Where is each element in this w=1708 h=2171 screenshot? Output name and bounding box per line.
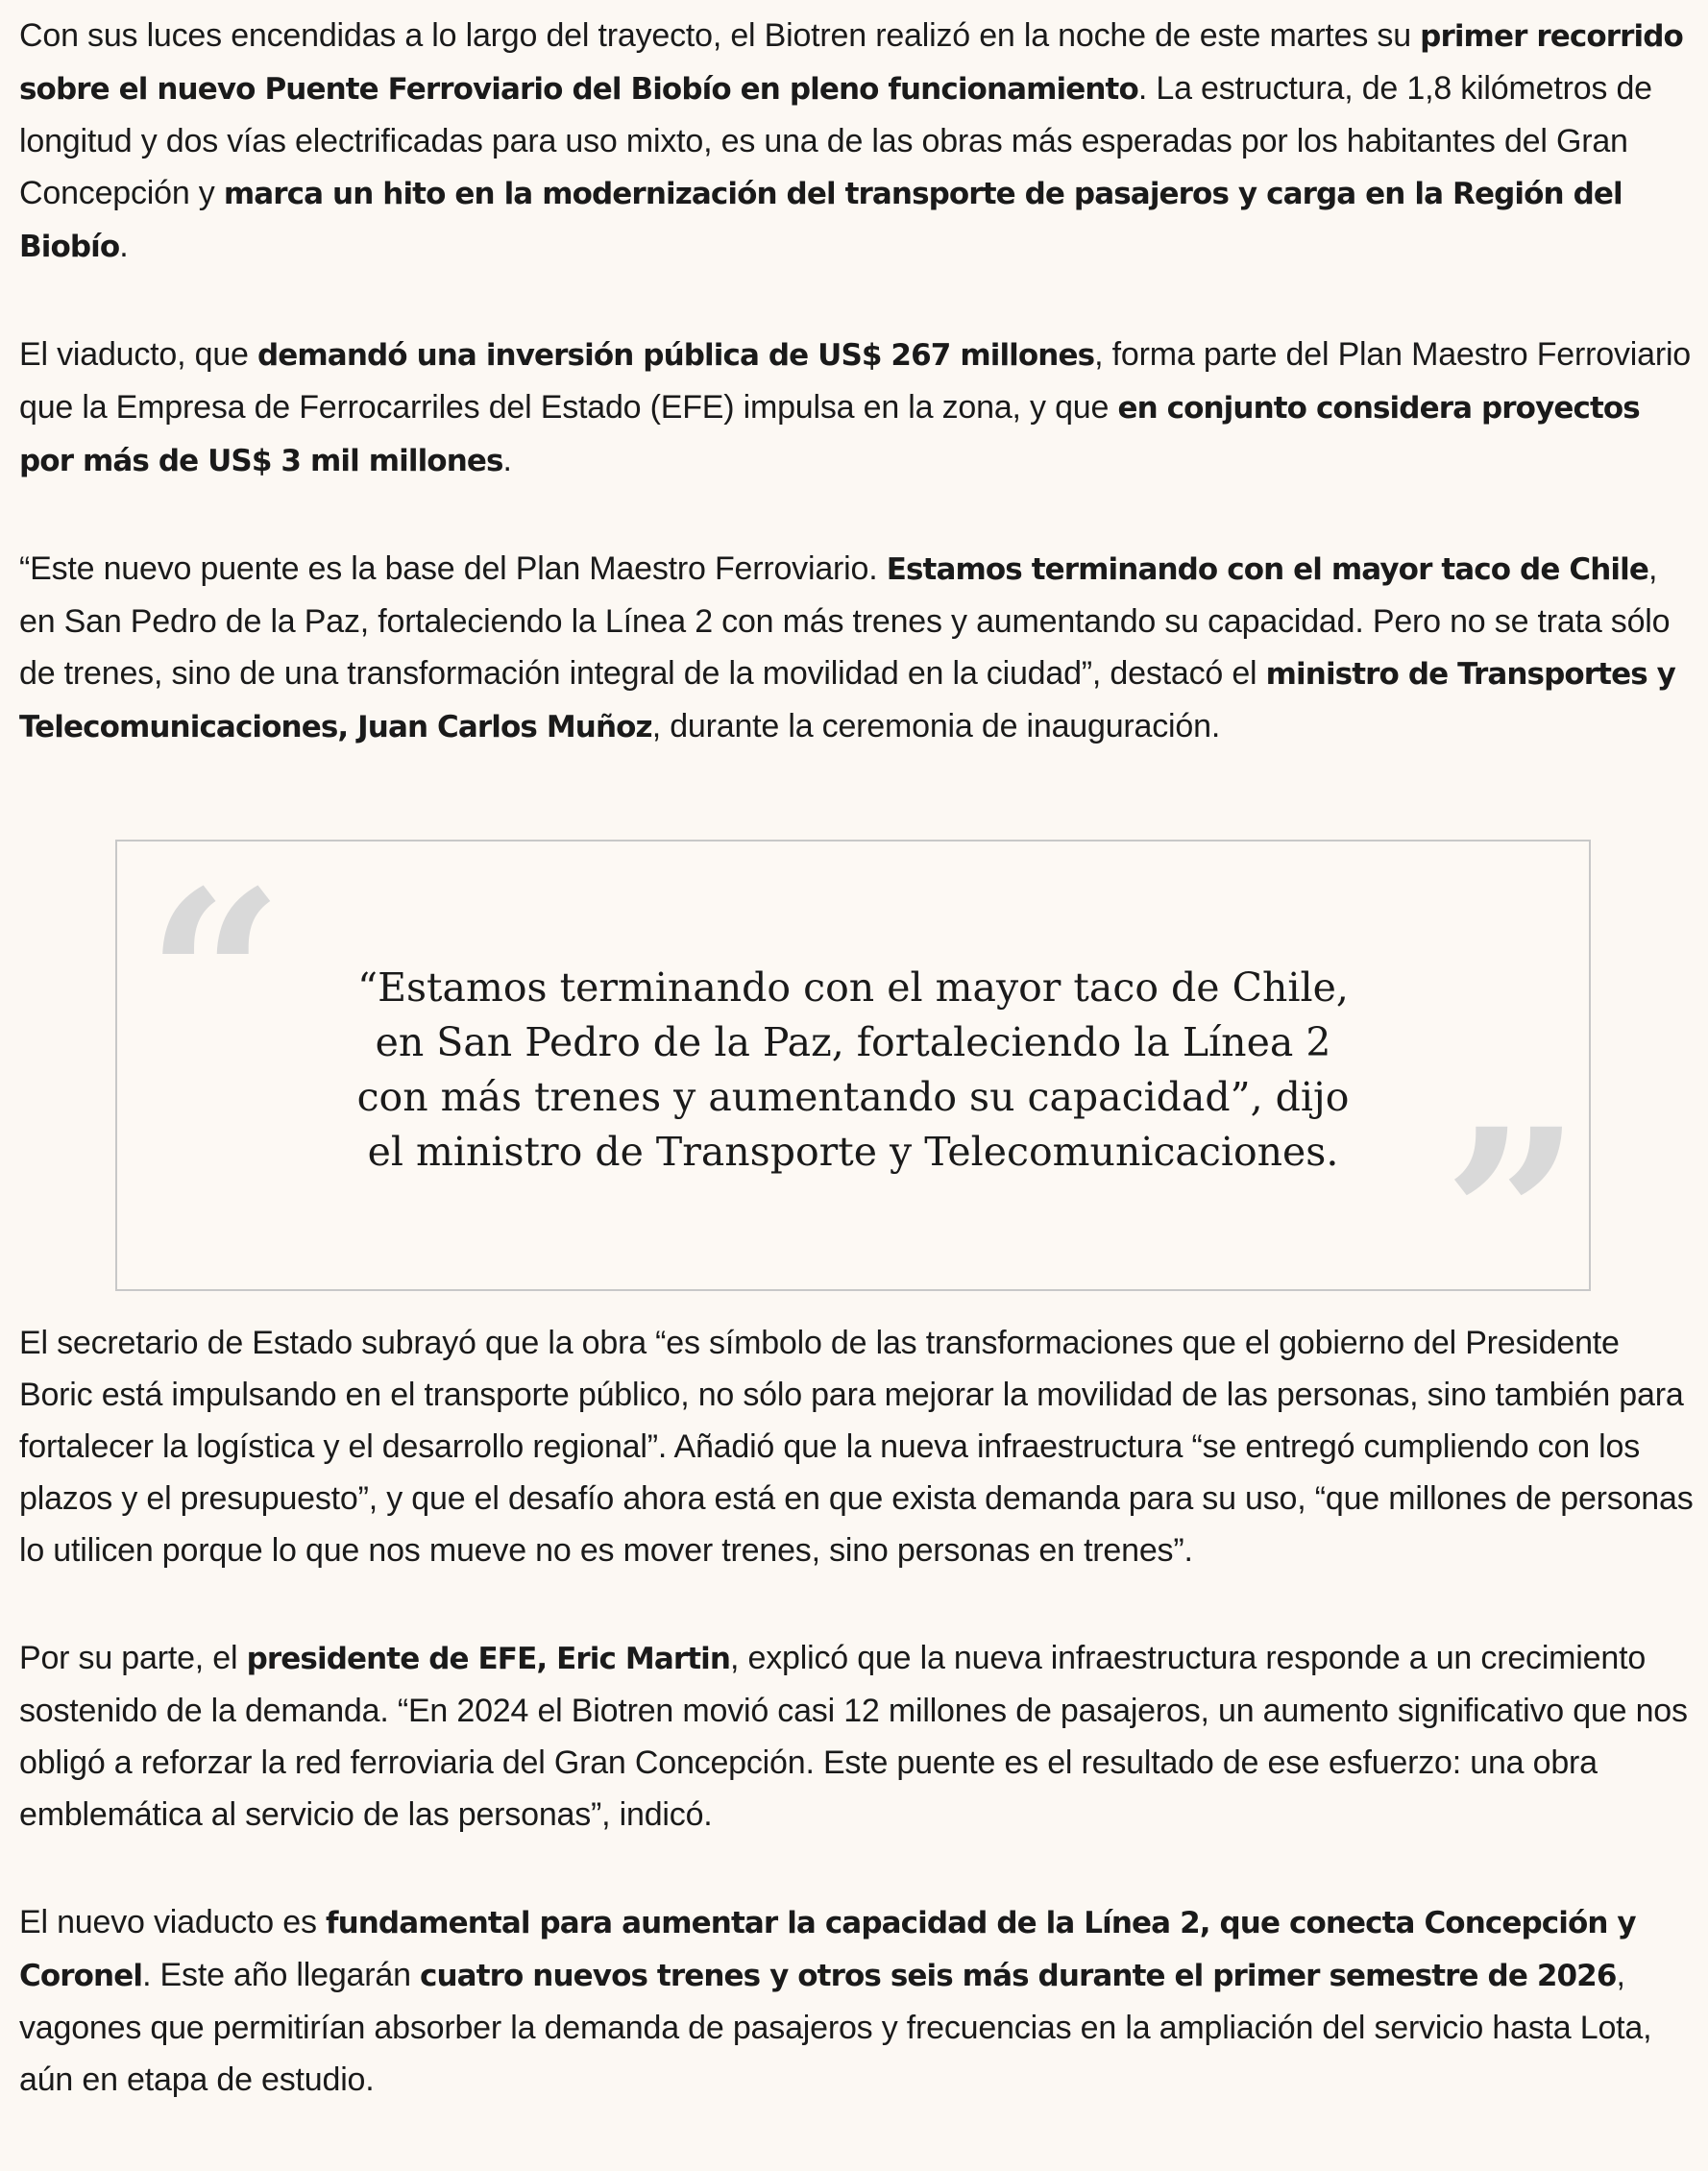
bold-segment: ministro de Transportes y Telecomunicaciones, Juan Carlos Muñoz bbox=[19, 657, 1675, 744]
bold-segment: Estamos terminando con el mayor taco de Chile bbox=[886, 552, 1648, 587]
bold-segment: demandó una inversión pública de US$ 267 millones bbox=[256, 338, 1095, 373]
text-segment: . bbox=[119, 228, 129, 264]
text-segment: El nuevo viaducto es bbox=[19, 1904, 326, 1940]
bold-segment: primer recorrido sobre el nuevo Puente Ferroviario del Biobío en pleno funcionamiento bbox=[19, 19, 1683, 107]
paragraph-3 bbox=[19, 543, 1696, 753]
pull-quote-line: “Estamos terminando con el mayor taco de Chile, bbox=[357, 964, 1349, 1011]
text-segment: . Este año llegarán bbox=[142, 1957, 421, 1993]
text-segment: , en San Pedro de la Paz, fortaleciendo la Línea 2 con más trenes y aumentando su capacidad. Pero no se trata sólo de trenes, sino de una transformación integral de la movilidad en la ciudad”, destacó el bbox=[19, 550, 1671, 692]
bold-segment: marca un hito en la modernización del transporte de pasajeros y carga en la Región del Biobío bbox=[19, 177, 1623, 264]
pull-quote-text bbox=[117, 961, 1589, 1180]
text-segment: , explicó que la nueva infraestructura responde a un crecimiento sostenido de la demanda. “En 2024 el Biotren movió casi 12 millones de pasajeros, un aumento significativo que nos obligó a reforzar la red ferroviaria del Gran Concepción. Este puente es el resultado de ese esfuerzo: una obra emblemática al servicio de las personas”, indicó. bbox=[19, 1640, 1688, 1833]
pull-quote-line: con más trenes y aumentando su capacidad”, dijo bbox=[356, 1074, 1350, 1120]
open-quote-icon: “ bbox=[146, 838, 284, 1120]
article-body-bottom bbox=[19, 1317, 1696, 2106]
bold-segment: en conjunto considera proyectos por más de US$ 3 mil millones bbox=[19, 391, 1640, 478]
paragraph-4 bbox=[19, 1317, 1696, 1576]
text-segment: . bbox=[502, 442, 512, 478]
text-segment: Por su parte, el bbox=[19, 1640, 247, 1676]
paragraph-2 bbox=[19, 329, 1696, 487]
pull-quote-line: el ministro de Transporte y Telecomunicaciones. bbox=[367, 1129, 1339, 1175]
text-segment: El viaducto, que bbox=[19, 336, 257, 373]
bold-segment: fundamental para aumentar la capacidad de la Línea 2, que conecta Concepción y Coronel bbox=[19, 1906, 1636, 1993]
article-body-top bbox=[19, 0, 1696, 753]
close-quote-icon: ” bbox=[1443, 1076, 1581, 1358]
paragraph-5 bbox=[19, 1632, 1696, 1841]
text-segment: Con sus luces encendidas a lo largo del trayecto, el Biotren realizó en la noche de este martes su bbox=[19, 17, 1421, 54]
pull-quote-box bbox=[115, 838, 1591, 1358]
text-segment: , forma parte del Plan Maestro Ferroviario que la Empresa de Ferrocarriles del Estado (EFE) impulsa en la zona, y que bbox=[19, 336, 1692, 426]
pull-quote-line: en San Pedro de la Paz, fortaleciendo la Línea 2 bbox=[375, 1019, 1331, 1065]
text-segment: “Este nuevo puente es la base del Plan Maestro Ferroviario. bbox=[19, 550, 887, 587]
text-segment: . La estructura, de 1,8 kilómetros de longitud y dos vías electrificadas para uso mixto, es una de las obras más esperadas por los habitantes del Gran Concepción y bbox=[19, 70, 1652, 211]
bold-segment: cuatro nuevos trenes y otros seis más durante el primer semestre de 2026 bbox=[420, 1959, 1617, 1993]
text-segment: , vagones que permitirían absorber la demanda de pasajeros y frecuencias en la ampliación del servicio hasta Lota, aún en etapa de estudio. bbox=[19, 1957, 1652, 2098]
paragraph-6 bbox=[19, 1896, 1696, 2106]
text-segment: El secretario de Estado subrayó que la obra “es símbolo de las transformaciones que el gobierno del Presidente Boric está impulsando en el transporte público, no sólo para mejorar la movilidad de las personas, sino también para fortalecer la logística y el desarrollo regional”. Añadió que la nueva infraestructura “se entregó cumpliendo con los plazos y el presupuesto”, y que el desafío ahora está en que exista demanda para su uso, “que millones de personas lo utilicen porque lo que nos mueve no es mover trenes, sino personas en trenes”. bbox=[19, 1325, 1694, 1569]
text-segment: , durante la ceremonia de inauguración. bbox=[651, 708, 1221, 744]
bold-segment: presidente de EFE, Eric Martin bbox=[246, 1642, 731, 1676]
paragraph-1 bbox=[19, 10, 1696, 273]
